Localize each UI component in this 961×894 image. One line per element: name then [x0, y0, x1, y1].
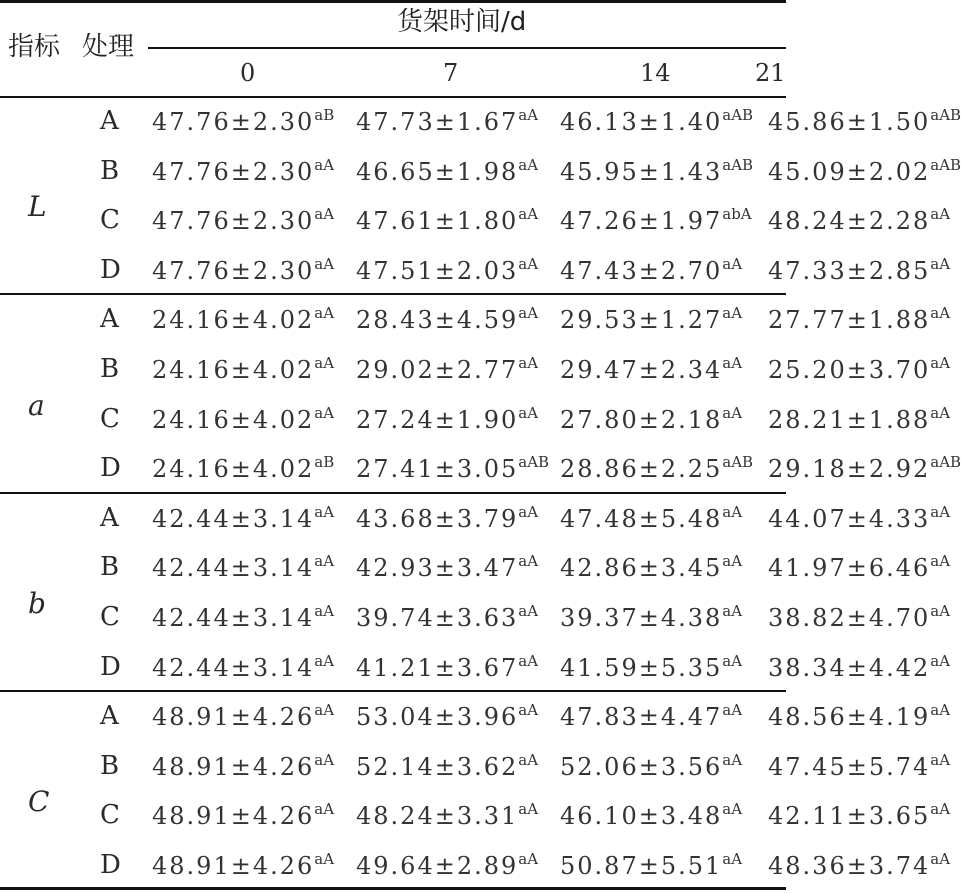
cell-value: 42.44±3.14: [152, 554, 315, 583]
cell-value: 24.16±4.02: [152, 455, 315, 484]
significance-letters: aA: [722, 602, 743, 620]
significance-letters: aA: [518, 205, 539, 224]
significance-letters: aA: [518, 552, 539, 571]
table-cell: [560, 254, 743, 285]
significance-letters: aAB: [930, 106, 961, 124]
cell-value: 48.36±3.74: [768, 852, 931, 880]
cell-value: 42.44±3.14: [152, 604, 315, 632]
top-rule: [0, 0, 786, 3]
cell-value: 45.09±2.02: [768, 157, 931, 186]
significance-letters: aAB: [722, 453, 754, 472]
cell-value: 43.68±3.79: [356, 504, 519, 533]
significance-letters: aA: [518, 651, 539, 670]
significance-letters: aA: [930, 205, 951, 224]
cell-value: 48.24±2.28: [768, 207, 931, 236]
significance-letters: aAB: [930, 453, 961, 472]
significance-letters: aA: [314, 850, 335, 868]
treatment-label: B: [100, 155, 120, 186]
significance-letters: aA: [930, 354, 951, 372]
cell-value: 53.04±3.96: [356, 703, 519, 732]
cell-value: 52.14±3.62: [356, 752, 519, 781]
significance-letters: aA: [930, 304, 951, 323]
table-cell: [356, 701, 539, 732]
table-cell: [152, 304, 335, 335]
indicator-header: 指标: [8, 32, 61, 62]
cell-value: 47.33±2.85: [768, 256, 931, 285]
table-cell: [768, 403, 951, 434]
table-cell: [152, 354, 335, 384]
table-cell: [152, 254, 335, 285]
significance-letters: aAB: [930, 155, 961, 174]
treatment-label: C: [100, 800, 120, 831]
significance-letters: aA: [518, 403, 539, 422]
table-cell: [560, 701, 743, 732]
significance-letters: aA: [518, 502, 539, 521]
significance-letters: aA: [722, 651, 743, 670]
cell-value: 39.37±4.38: [560, 604, 723, 632]
table-cell: [152, 453, 335, 484]
significance-letters: aA: [314, 254, 335, 273]
cell-value: 48.56±4.19: [768, 703, 931, 732]
cell-value: 47.43±2.70: [560, 256, 723, 285]
table-cell: [152, 850, 335, 880]
significance-letters: aA: [930, 552, 951, 571]
cell-value: 44.07±4.33: [768, 504, 931, 533]
cell-value: 42.86±3.45: [560, 554, 723, 583]
cell-value: 28.43±4.59: [356, 306, 519, 335]
treatment-label: D: [100, 850, 121, 880]
cell-value: 52.06±3.56: [560, 752, 723, 781]
cell-value: 45.86±1.50: [768, 108, 931, 136]
significance-letters: aA: [930, 254, 951, 273]
cell-value: 24.16±4.02: [152, 356, 315, 384]
table-cell: [356, 155, 539, 186]
significance-letters: aA: [314, 701, 335, 720]
cell-value: 42.44±3.14: [152, 504, 315, 533]
significance-letters: aA: [930, 850, 951, 868]
table-cell: [152, 602, 335, 632]
significance-letters: aA: [930, 750, 951, 769]
treatment-label: C: [100, 205, 120, 236]
cell-value: 24.16±4.02: [152, 306, 315, 335]
table-cell: [356, 304, 539, 335]
significance-letters: aA: [314, 800, 335, 819]
significance-letters: aA: [314, 552, 335, 571]
table-cell: [768, 552, 951, 583]
table-cell: [768, 602, 951, 632]
table-cell: [152, 800, 335, 831]
significance-letters: aA: [722, 800, 743, 819]
significance-letters: aA: [518, 304, 539, 323]
group-divider: [0, 690, 786, 692]
significance-letters: aA: [314, 155, 335, 174]
table-cell: [768, 850, 951, 880]
table-cell: [152, 750, 335, 781]
significance-letters: abA: [722, 205, 752, 224]
table-cell: [560, 403, 743, 434]
table-cell: [152, 502, 335, 533]
table-cell: [560, 205, 752, 236]
shelf-time-underline: [148, 47, 786, 49]
significance-letters: aA: [722, 502, 743, 521]
cell-value: 39.74±3.63: [356, 604, 519, 632]
indicator-label: a: [28, 388, 45, 422]
bottom-rule: [0, 887, 786, 890]
significance-letters: aA: [722, 552, 743, 571]
cell-value: 48.24±3.31: [356, 802, 519, 831]
cell-value: 25.20±3.70: [768, 356, 931, 384]
significance-letters: aA: [518, 850, 539, 868]
cell-value: 47.76±2.30: [152, 207, 315, 236]
indicator-label: b: [28, 587, 46, 620]
significance-letters: aA: [930, 403, 951, 422]
cell-value: 47.76±2.30: [152, 157, 315, 186]
significance-letters: aA: [518, 106, 539, 124]
significance-letters: aA: [930, 602, 951, 620]
table-cell: [768, 453, 961, 484]
significance-letters: aA: [930, 651, 951, 670]
significance-letters: aA: [518, 701, 539, 720]
cell-value: 28.86±2.25: [560, 455, 723, 484]
significance-letters: aB: [314, 106, 335, 124]
table-cell: [560, 155, 754, 186]
treatment-label: D: [100, 651, 121, 682]
table-cell: [152, 106, 335, 136]
day-0-header: 0: [240, 59, 256, 87]
significance-letters: aA: [314, 354, 335, 372]
table-cell: [152, 651, 335, 682]
table-cell: [152, 552, 335, 583]
table-cell: [768, 800, 951, 831]
cell-value: 24.16±4.02: [152, 405, 315, 434]
group-divider: [0, 492, 786, 494]
table-cell: [152, 403, 335, 434]
day-7-header: 7: [443, 59, 459, 87]
significance-letters: aA: [722, 750, 743, 769]
treatment-label: A: [100, 106, 119, 136]
significance-letters: aA: [314, 304, 335, 323]
cell-value: 47.51±2.03: [356, 256, 519, 285]
table-cell: [768, 750, 951, 781]
significance-letters: aA: [722, 354, 743, 372]
significance-letters: aA: [722, 403, 743, 422]
significance-letters: aA: [722, 254, 743, 273]
table-cell: [768, 354, 951, 384]
significance-letters: aAB: [722, 106, 754, 124]
treatment-header: 处理: [82, 32, 135, 62]
treatment-label: D: [100, 254, 121, 285]
cell-value: 45.95±1.43: [560, 157, 723, 186]
table-cell: [152, 205, 335, 236]
table-cell: [152, 155, 335, 186]
table-cell: [356, 254, 539, 285]
table-cell: [560, 602, 743, 632]
cell-value: 28.21±1.88: [768, 405, 931, 434]
treatment-label: A: [100, 304, 119, 335]
significance-letters: aA: [314, 403, 335, 422]
cell-value: 27.41±3.05: [356, 455, 519, 484]
significance-letters: aA: [930, 800, 951, 819]
significance-letters: aA: [518, 254, 539, 273]
cell-value: 27.24±1.90: [356, 405, 519, 434]
significance-letters: aA: [314, 502, 335, 521]
table-cell: [768, 502, 951, 533]
table-cell: [356, 800, 539, 831]
cell-value: 47.83±4.47: [560, 703, 723, 732]
header-rule: [0, 96, 786, 98]
significance-letters: aAB: [518, 453, 550, 472]
significance-letters: aA: [722, 701, 743, 720]
table-cell: [768, 205, 951, 236]
treatment-label: B: [100, 552, 120, 583]
table-cell: [768, 106, 961, 136]
table-cell: [356, 403, 539, 434]
cell-value: 42.44±3.14: [152, 653, 315, 682]
cell-value: 27.77±1.88: [768, 306, 931, 335]
cell-value: 29.02±2.77: [356, 356, 519, 384]
table-cell: [560, 850, 743, 880]
table-cell: [560, 354, 743, 384]
cell-value: 46.65±1.98: [356, 157, 519, 186]
table-cell: [768, 701, 951, 732]
table-cell: [356, 106, 539, 136]
indicator-label: C: [28, 785, 50, 819]
cell-value: 38.82±4.70: [768, 604, 931, 632]
cell-value: 48.91±4.26: [152, 802, 315, 831]
cell-value: 29.18±2.92: [768, 455, 931, 484]
significance-letters: aA: [518, 155, 539, 174]
table-cell: [356, 651, 539, 682]
table-cell: [356, 602, 539, 632]
cell-value: 46.10±3.48: [560, 802, 723, 831]
cell-value: 47.26±1.97: [560, 207, 723, 236]
treatment-label: A: [100, 502, 119, 533]
significance-letters: aAB: [722, 155, 754, 174]
group-divider: [0, 293, 786, 295]
table-cell: [356, 850, 539, 880]
cell-value: 42.11±3.65: [768, 802, 931, 831]
significance-letters: aB: [314, 453, 335, 472]
table-cell: [560, 453, 754, 484]
table-cell: [560, 304, 743, 335]
treatment-label: D: [100, 453, 121, 484]
table-cell: [560, 800, 743, 831]
cell-value: 48.91±4.26: [152, 852, 315, 880]
significance-letters: aA: [518, 750, 539, 769]
cell-value: 47.76±2.30: [152, 256, 315, 285]
table-cell: [356, 750, 539, 781]
cell-value: 41.59±5.35: [560, 653, 723, 682]
cell-value: 49.64±2.89: [356, 852, 519, 880]
cell-value: 41.21±3.67: [356, 653, 519, 682]
cell-value: 47.73±1.67: [356, 108, 519, 136]
significance-letters: aA: [930, 502, 951, 521]
table-cell: [768, 651, 951, 682]
treatment-label: C: [100, 602, 120, 632]
cell-value: 41.97±6.46: [768, 554, 931, 583]
cell-value: 42.93±3.47: [356, 554, 519, 583]
treatment-label: B: [100, 750, 120, 781]
significance-letters: aA: [314, 205, 335, 224]
day-21-header: 21: [755, 59, 786, 87]
table-cell: [560, 106, 754, 136]
table-cell: [356, 552, 539, 583]
table-cell: [768, 304, 951, 335]
table-cell: [560, 651, 743, 682]
cell-value: 48.91±4.26: [152, 703, 315, 732]
cell-value: 47.76±2.30: [152, 108, 315, 136]
cell-value: 48.91±4.26: [152, 752, 315, 781]
table-cell: [768, 155, 961, 186]
table-cell: [560, 750, 743, 781]
table-cell: [152, 701, 335, 732]
cell-value: 47.61±1.80: [356, 207, 519, 236]
day-14-header: 14: [640, 59, 671, 87]
indicator-label: L: [28, 190, 47, 224]
cell-value: 29.47±2.34: [560, 356, 723, 384]
table-cell: [560, 552, 743, 583]
table-cell: [356, 502, 539, 533]
cell-value: 47.48±5.48: [560, 504, 723, 533]
table-cell: [768, 254, 951, 285]
significance-letters: aA: [314, 750, 335, 769]
significance-letters: aA: [314, 602, 335, 620]
cell-value: 46.13±1.40: [560, 108, 723, 136]
significance-letters: aA: [518, 602, 539, 620]
table-cell: [356, 354, 539, 384]
table-cell: [560, 502, 743, 533]
cell-value: 38.34±4.42: [768, 653, 931, 682]
significance-letters: aA: [722, 304, 743, 323]
cell-value: 50.87±5.51: [560, 852, 723, 880]
shelf-time-header: 货架时间/d: [397, 7, 527, 37]
treatment-label: A: [100, 701, 119, 732]
table-cell: [356, 453, 550, 484]
significance-letters: aA: [314, 651, 335, 670]
table-cell: [356, 205, 539, 236]
significance-letters: aA: [722, 850, 743, 868]
significance-letters: aA: [930, 701, 951, 720]
treatment-label: B: [100, 354, 120, 384]
significance-letters: aA: [518, 354, 539, 372]
cell-value: 27.80±2.18: [560, 405, 723, 434]
cell-value: 47.45±5.74: [768, 752, 931, 781]
significance-letters: aA: [518, 800, 539, 819]
cell-value: 29.53±1.27: [560, 306, 723, 335]
treatment-label: C: [100, 403, 120, 434]
